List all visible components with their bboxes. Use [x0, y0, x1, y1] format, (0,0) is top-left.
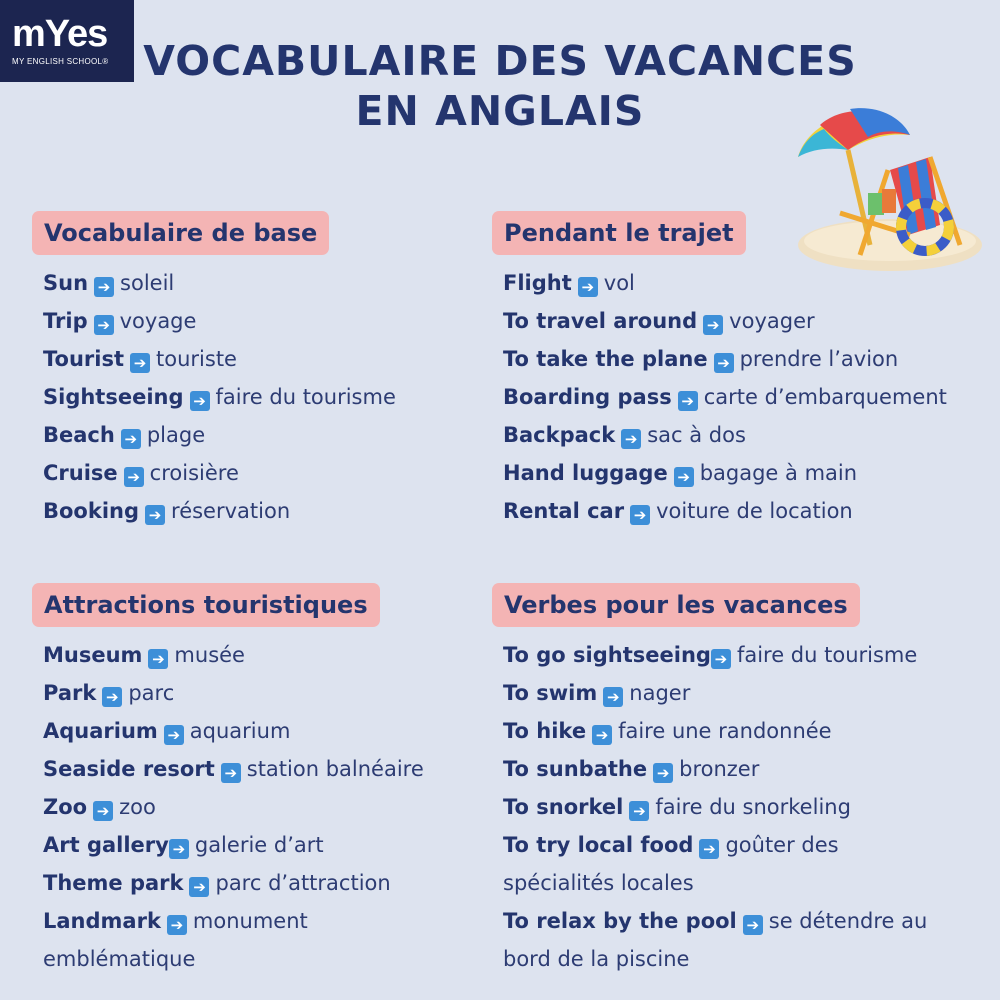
- arrow-right-icon: ➔: [221, 763, 241, 783]
- vocab-translation: prendre l’avion: [739, 347, 899, 371]
- vocab-translation: touriste: [156, 347, 237, 371]
- vocab-list: [492, 636, 927, 978]
- vocab-term: Trip: [43, 309, 88, 333]
- vocab-item: [503, 750, 927, 788]
- section-heading: Pendant le trajet: [492, 211, 746, 255]
- vocab-term: Sightseeing: [43, 385, 184, 409]
- arrow-right-icon: ➔: [130, 353, 150, 373]
- vocab-item: [503, 302, 947, 340]
- logo-tagline: MY ENGLISH SCHOOL®: [12, 57, 109, 66]
- vocab-term: To snorkel: [503, 795, 624, 819]
- vocab-term: Boarding pass: [503, 385, 672, 409]
- vocab-translation: goûter des: [725, 833, 839, 857]
- vocab-translation: faire du tourisme: [215, 385, 396, 409]
- vocab-translation: faire une randonnée: [618, 719, 832, 743]
- arrow-right-icon: ➔: [592, 725, 612, 745]
- vocab-term: To go sightseeing: [503, 643, 711, 667]
- logo-wordmark: mYes: [12, 13, 108, 55]
- vocab-translation-continued: spécialités locales: [503, 871, 694, 895]
- vocab-item: [43, 826, 424, 864]
- vocab-item: [43, 454, 396, 492]
- arrow-right-icon: ➔: [94, 277, 114, 297]
- vocab-term: To travel around: [503, 309, 698, 333]
- vocab-term: Booking: [43, 499, 140, 523]
- arrow-right-icon: ➔: [711, 649, 731, 669]
- vocab-translation: plage: [146, 423, 206, 447]
- vocab-term: Rental car: [503, 499, 625, 523]
- vocab-translation: monument: [192, 909, 308, 933]
- arrow-right-icon: ➔: [124, 467, 144, 487]
- section-heading: Verbes pour les vacances: [492, 583, 860, 627]
- vocab-item: [503, 674, 927, 712]
- vocab-translation: soleil: [120, 271, 175, 295]
- vocab-item: [43, 378, 396, 416]
- vocab-term: Park: [43, 681, 97, 705]
- title-line-1: VOCABULAIRE DES VACANCES: [143, 37, 857, 85]
- vocab-term: To try local food: [503, 833, 694, 857]
- title-line-2: EN ANGLAIS: [355, 87, 645, 135]
- vocab-item: [503, 454, 947, 492]
- vocab-list: [32, 636, 424, 978]
- vocab-item: [503, 826, 927, 864]
- vocab-item: [503, 492, 947, 530]
- vocab-item: [43, 636, 424, 674]
- vocab-item: [43, 340, 396, 378]
- arrow-right-icon: ➔: [145, 505, 165, 525]
- arrow-right-icon: ➔: [189, 877, 209, 897]
- arrow-right-icon: ➔: [121, 429, 141, 449]
- vocab-term: To relax by the pool: [503, 909, 737, 933]
- section-heading: Vocabulaire de base: [32, 211, 329, 255]
- vocab-translation: croisière: [149, 461, 239, 485]
- arrow-right-icon: ➔: [164, 725, 184, 745]
- section-attractions-touristiques: [32, 583, 424, 978]
- vocab-term: To swim: [503, 681, 598, 705]
- vocab-translation: zoo: [119, 795, 156, 819]
- vocab-term: Flight: [503, 271, 572, 295]
- vocab-item: [43, 788, 424, 826]
- section-vocabulaire-de-base: [32, 211, 396, 530]
- section-verbes-pour-les-vacances: [492, 583, 927, 978]
- vocab-term: Sun: [43, 271, 89, 295]
- arrow-right-icon: ➔: [699, 839, 719, 859]
- vocab-translation: carte d’embarquement: [703, 385, 947, 409]
- vocab-translation: nager: [629, 681, 691, 705]
- arrow-right-icon: ➔: [714, 353, 734, 373]
- vocab-item: [503, 636, 927, 674]
- vocab-list: [492, 264, 947, 530]
- vocab-term: Art gallery: [43, 833, 169, 857]
- arrow-right-icon: ➔: [743, 915, 763, 935]
- vocab-translation: voiture de location: [656, 499, 853, 523]
- vocab-translation: parc d’attraction: [215, 871, 391, 895]
- vocab-translation: bronzer: [679, 757, 760, 781]
- vocab-translation: musée: [174, 643, 245, 667]
- vocab-item: [43, 750, 424, 788]
- vocab-item: [43, 264, 396, 302]
- section-pendant-le-trajet: [492, 211, 947, 530]
- vocab-item: [503, 416, 947, 454]
- vocab-item: [503, 902, 927, 940]
- vocab-translation-continued: emblématique: [43, 947, 196, 971]
- vocab-term: Backpack: [503, 423, 616, 447]
- vocab-term: Museum: [43, 643, 143, 667]
- arrow-right-icon: ➔: [653, 763, 673, 783]
- vocab-term: Hand luggage: [503, 461, 668, 485]
- vocab-item: [503, 712, 927, 750]
- vocab-translation: faire du tourisme: [736, 643, 918, 667]
- vocab-translation: voyage: [119, 309, 197, 333]
- vocab-term: Cruise: [43, 461, 118, 485]
- vocab-term: Landmark: [43, 909, 161, 933]
- arrow-right-icon: ➔: [674, 467, 694, 487]
- vocab-item: [43, 302, 396, 340]
- vocab-translation: voyager: [729, 309, 815, 333]
- vocab-item: [43, 492, 396, 530]
- vocab-item: [503, 340, 947, 378]
- vocab-translation: faire du snorkeling: [655, 795, 851, 819]
- section-heading: Attractions touristiques: [32, 583, 380, 627]
- vocab-item: [43, 864, 424, 902]
- vocab-translation: parc: [128, 681, 175, 705]
- arrow-right-icon: ➔: [167, 915, 187, 935]
- arrow-right-icon: ➔: [169, 839, 189, 859]
- vocab-translation: bagage à main: [699, 461, 858, 485]
- vocab-translation: se détendre au: [768, 909, 928, 933]
- arrow-right-icon: ➔: [603, 687, 623, 707]
- arrow-right-icon: ➔: [621, 429, 641, 449]
- vocab-list: [32, 264, 396, 530]
- vocab-translation: réservation: [171, 499, 291, 523]
- vocab-term: To take the plane: [503, 347, 708, 371]
- vocab-term: To hike: [503, 719, 587, 743]
- vocab-term: Beach: [43, 423, 115, 447]
- vocab-term: Aquarium: [43, 719, 158, 743]
- vocab-term: Tourist: [43, 347, 125, 371]
- arrow-right-icon: ➔: [190, 391, 210, 411]
- arrow-right-icon: ➔: [629, 801, 649, 821]
- vocab-item: [43, 674, 424, 712]
- vocab-translation: aquarium: [189, 719, 291, 743]
- vocab-translation: galerie d’art: [194, 833, 324, 857]
- arrow-right-icon: ➔: [630, 505, 650, 525]
- vocab-term: To sunbathe: [503, 757, 648, 781]
- vocab-translation: sac à dos: [647, 423, 746, 447]
- arrow-right-icon: ➔: [102, 687, 122, 707]
- arrow-right-icon: ➔: [148, 649, 168, 669]
- vocab-translation-continued: bord de la piscine: [503, 947, 690, 971]
- arrow-right-icon: ➔: [578, 277, 598, 297]
- arrow-right-icon: ➔: [678, 391, 698, 411]
- vocab-term: Theme park: [43, 871, 184, 895]
- vocab-item: [503, 788, 927, 826]
- vocab-term: Zoo: [43, 795, 88, 819]
- arrow-right-icon: ➔: [703, 315, 723, 335]
- vocab-term: Seaside resort: [43, 757, 215, 781]
- vocab-translation: vol: [603, 271, 635, 295]
- vocab-item: [43, 416, 396, 454]
- vocab-item: [43, 712, 424, 750]
- vocab-item: [503, 378, 947, 416]
- arrow-right-icon: ➔: [94, 315, 114, 335]
- arrow-right-icon: ➔: [93, 801, 113, 821]
- vocab-translation: station balnéaire: [246, 757, 424, 781]
- vocab-item: [43, 902, 424, 940]
- vocab-item: [503, 264, 947, 302]
